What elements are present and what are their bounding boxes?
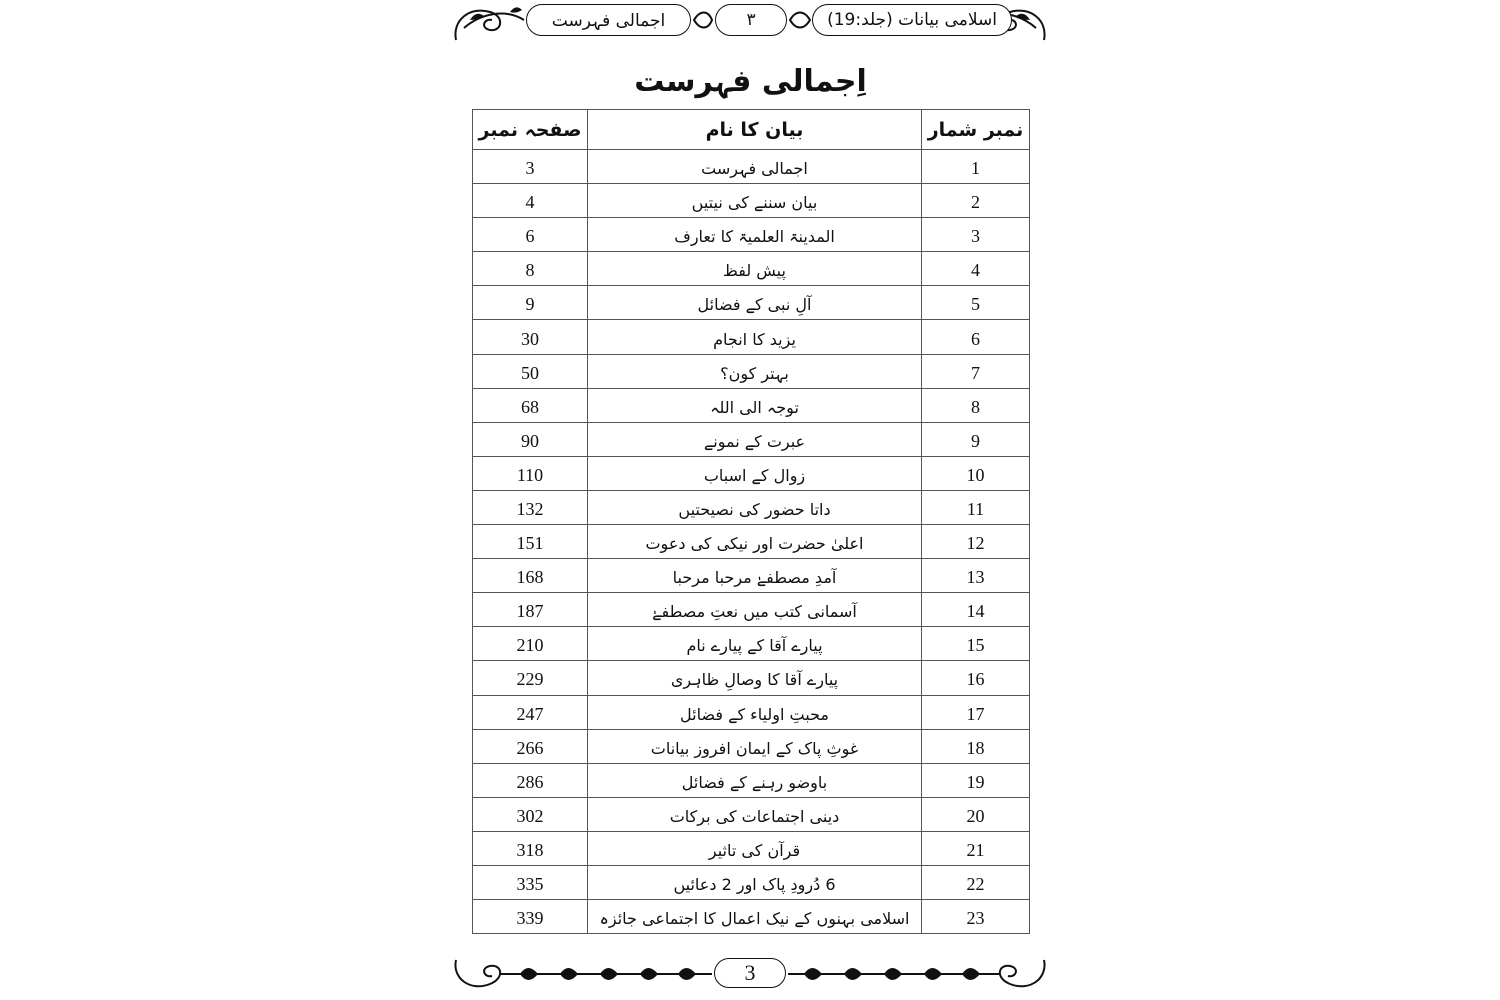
page-cell: 318 xyxy=(473,831,588,865)
serial-cell: 7 xyxy=(922,354,1030,388)
page-cell: 50 xyxy=(473,354,588,388)
name-cell: توجہ الی اللہ xyxy=(588,388,922,422)
page-cell: 286 xyxy=(473,763,588,797)
page-cell: 9 xyxy=(473,286,588,320)
name-cell: محبتِ اولیاء کے فضائل xyxy=(588,695,922,729)
page-title: اِجمالی فہرست xyxy=(634,64,867,99)
name-cell: باوضو رہنے کے فضائل xyxy=(588,763,922,797)
serial-cell: 13 xyxy=(922,559,1030,593)
serial-cell: 4 xyxy=(922,252,1030,286)
book-title-pill xyxy=(812,4,1012,36)
serial-cell: 3 xyxy=(922,218,1030,252)
page-cell: 335 xyxy=(473,865,588,899)
table-row xyxy=(473,865,1030,899)
name-cell: عبرت کے نمونے xyxy=(588,422,922,456)
table-row xyxy=(473,456,1030,490)
page-cell: 3 xyxy=(473,150,588,184)
name-cell: پیارے آقا کا وصالِ ظاہری xyxy=(588,661,922,695)
serial-cell: 18 xyxy=(922,729,1030,763)
serial-cell: 1 xyxy=(922,150,1030,184)
name-cell: بہتر کون؟ xyxy=(588,354,922,388)
serial-cell: 16 xyxy=(922,661,1030,695)
table-row xyxy=(473,763,1030,797)
section-title-pill xyxy=(526,4,691,36)
table-row xyxy=(473,797,1030,831)
table-row xyxy=(473,900,1030,934)
table-row xyxy=(473,593,1030,627)
name-cell: یزید کا انجام xyxy=(588,320,922,354)
name-cell: المدینۃ العلمیۃ کا تعارف xyxy=(588,218,922,252)
name-cell: قرآن کی تاثیر xyxy=(588,831,922,865)
name-cell: پیش لفظ xyxy=(588,252,922,286)
name-cell: اسلامی بہنوں کے نیک اعمال کا اجتماعی جائزہ xyxy=(588,900,922,934)
table-row xyxy=(473,286,1030,320)
name-cell: داتا حضور کی نصیحتیں xyxy=(588,490,922,524)
page-cell: 168 xyxy=(473,559,588,593)
page-cell: 302 xyxy=(473,797,588,831)
page-cell: 187 xyxy=(473,593,588,627)
page-cell: 8 xyxy=(473,252,588,286)
page-cell: 229 xyxy=(473,661,588,695)
table-row xyxy=(473,695,1030,729)
serial-cell: 5 xyxy=(922,286,1030,320)
table-row xyxy=(473,184,1030,218)
serial-cell: 20 xyxy=(922,797,1030,831)
table-row xyxy=(473,320,1030,354)
page-cell: 339 xyxy=(473,900,588,934)
header-page: صفحہ نمبر xyxy=(473,110,588,150)
page-cell: 90 xyxy=(473,422,588,456)
name-cell: غوثِ پاک کے ایمان افروز بیانات xyxy=(588,729,922,763)
serial-cell: 11 xyxy=(922,490,1030,524)
footer-page-number: 3 xyxy=(744,960,756,985)
serial-cell: 2 xyxy=(922,184,1030,218)
serial-cell: 22 xyxy=(922,865,1030,899)
table-row xyxy=(473,218,1030,252)
table-row xyxy=(473,490,1030,524)
name-cell: آمدِ مصطفےٰ مرحبا مرحبا xyxy=(588,559,922,593)
table-row xyxy=(473,729,1030,763)
page-cell: 30 xyxy=(473,320,588,354)
table-row xyxy=(473,559,1030,593)
table-row xyxy=(473,831,1030,865)
page-cell: 210 xyxy=(473,627,588,661)
name-cell: آسمانی کتب میں نعتِ مصطفےٰ xyxy=(588,593,922,627)
name-cell: دینی اجتماعات کی برکات xyxy=(588,797,922,831)
running-header xyxy=(450,0,1050,46)
page-cell: 151 xyxy=(473,525,588,559)
table-row xyxy=(473,150,1030,184)
table-row xyxy=(473,252,1030,286)
table-row xyxy=(473,627,1030,661)
page-cell: 68 xyxy=(473,388,588,422)
table-row xyxy=(473,525,1030,559)
book-title: اسلامی بیانات (جلد:19) xyxy=(827,10,997,30)
name-cell: پیارے آقا کے پیارے نام xyxy=(588,627,922,661)
name-cell: بیان سننے کی نیتیں xyxy=(588,184,922,218)
serial-cell: 8 xyxy=(922,388,1030,422)
header-name: بیان کا نام xyxy=(588,110,922,150)
serial-cell: 12 xyxy=(922,525,1030,559)
page-cell: 132 xyxy=(473,490,588,524)
serial-cell: 14 xyxy=(922,593,1030,627)
serial-cell: 21 xyxy=(922,831,1030,865)
table-header-row xyxy=(473,110,1030,150)
table-row xyxy=(473,422,1030,456)
contents-table xyxy=(472,109,1030,934)
running-footer xyxy=(450,952,1050,996)
page-cell: 247 xyxy=(473,695,588,729)
name-cell: اجمالی فہرست xyxy=(588,150,922,184)
table-row xyxy=(473,388,1030,422)
serial-cell: 10 xyxy=(922,456,1030,490)
serial-cell: 17 xyxy=(922,695,1030,729)
section-title: اجمالی فہرست xyxy=(551,10,666,31)
name-cell: 6 دُرودِ پاک اور 2 دعائیں xyxy=(588,865,922,899)
page-cell: 4 xyxy=(473,184,588,218)
name-cell: زوال کے اسباب xyxy=(588,456,922,490)
serial-cell: 19 xyxy=(922,763,1030,797)
header-page-number-pill xyxy=(715,4,787,36)
table-row xyxy=(473,354,1030,388)
table-row xyxy=(473,661,1030,695)
page-cell: 110 xyxy=(473,456,588,490)
name-cell: آلِ نبی کے فضائل xyxy=(588,286,922,320)
serial-cell: 6 xyxy=(922,320,1030,354)
header-serial: نمبر شمار xyxy=(922,110,1030,150)
page-cell: 266 xyxy=(473,729,588,763)
footer-page-number-pill xyxy=(714,958,786,988)
serial-cell: 15 xyxy=(922,627,1030,661)
page-cell: 6 xyxy=(473,218,588,252)
serial-cell: 9 xyxy=(922,422,1030,456)
name-cell: اعلیٰ حضرت اور نیکی کی دعوت xyxy=(588,525,922,559)
header-page-number: ٣ xyxy=(746,10,756,30)
serial-cell: 23 xyxy=(922,900,1030,934)
table-body xyxy=(473,150,1030,934)
